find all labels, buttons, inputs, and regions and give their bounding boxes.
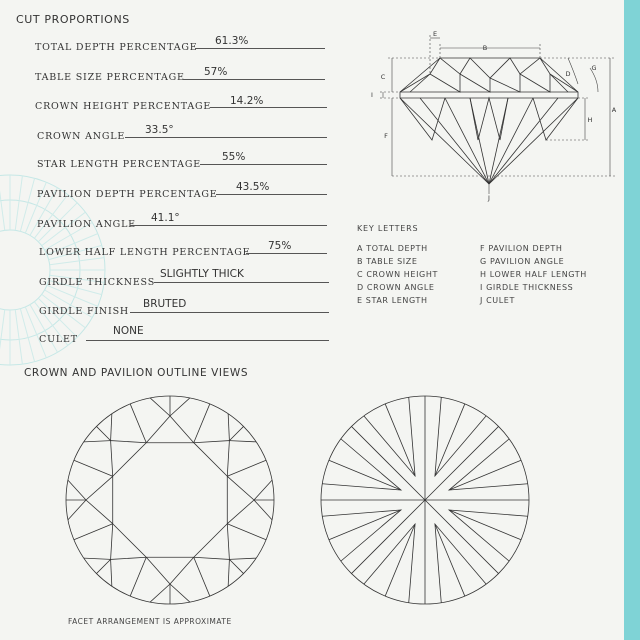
upper-half-edge (68, 500, 86, 520)
proportion-value: 75% (268, 240, 292, 252)
proportion-value: 57% (204, 66, 228, 78)
underline (125, 137, 327, 138)
letter-a: A (611, 106, 617, 114)
upper-girdle-edge (130, 404, 146, 443)
proportion-value: 43.5% (236, 181, 270, 193)
underline (183, 79, 325, 80)
upper-half-edge (170, 584, 190, 602)
star-facet (227, 476, 254, 523)
watermark-ray (20, 178, 34, 231)
key-letter-item: G PAVILION ANGLE (480, 257, 565, 266)
star-facet (194, 441, 230, 477)
underline (86, 340, 329, 341)
pavilion-outline-view (315, 390, 535, 610)
proportion-value: 41.1° (151, 212, 180, 224)
key-letter-item: H LOWER HALF LENGTH (480, 270, 587, 279)
letter-g: G (591, 64, 597, 72)
underline (246, 253, 327, 254)
star-facet (194, 524, 230, 560)
watermark-ray (50, 258, 105, 265)
proportion-label: TOTAL DEPTH PERCENTAGE (35, 42, 198, 53)
proportion-value: BRUTED (143, 298, 187, 310)
upper-girdle-edge (130, 557, 146, 596)
proportion-label: LOWER HALF LENGTH PERCENTAGE (39, 247, 251, 258)
watermark-ray (15, 310, 22, 365)
upper-girdle-edge (227, 524, 266, 540)
proportion-label: CROWN HEIGHT PERCENTAGE (35, 101, 212, 112)
watermark-ray (15, 176, 22, 231)
proportion-label: CULET (39, 334, 78, 345)
star-facet (146, 557, 193, 584)
proportion-value: NONE (113, 325, 144, 337)
proportion-value: 61.3% (215, 35, 249, 47)
proportion-label: GIRDLE THICKNESS (39, 277, 156, 288)
key-letter-item: F PAVILION DEPTH (480, 244, 563, 253)
upper-half-edge (228, 559, 229, 586)
underline (154, 282, 329, 283)
upper-half-edge (111, 559, 112, 586)
key-letter-item: D CROWN ANGLE (357, 283, 435, 292)
bezel-edge (229, 559, 243, 573)
proportion-label: PAVILION DEPTH PERCENTAGE (37, 189, 218, 200)
star-facet (86, 476, 113, 523)
upper-girdle-edge (194, 557, 210, 596)
key-letter-item: J CULET (480, 296, 515, 305)
letter-h: H (587, 116, 593, 124)
key-letter-item: B TABLE SIZE (357, 257, 418, 266)
key-letter-item: C CROWN HEIGHT (357, 270, 438, 279)
proportion-label: STAR LENGTH PERCENTAGE (37, 159, 201, 170)
underline (210, 107, 327, 108)
underline (195, 48, 325, 49)
star-facet (111, 524, 147, 560)
proportion-label: CROWN ANGLE (37, 131, 126, 142)
underline (200, 164, 327, 165)
letter-j: J (488, 194, 490, 202)
letter-c: C (380, 73, 386, 81)
outline-views-title: CROWN AND PAVILION OUTLINE VIEWS (24, 367, 249, 379)
letter-d: D (565, 70, 571, 78)
upper-half-edge (150, 584, 170, 602)
upper-half-edge (254, 480, 272, 500)
underline (130, 312, 329, 313)
letter-f: F (384, 132, 388, 140)
upper-girdle-edge (74, 524, 113, 540)
upper-half-edge (229, 558, 256, 559)
proportion-label: TABLE SIZE PERCENTAGE (35, 72, 185, 83)
letter-b: B (482, 44, 488, 52)
upper-half-edge (84, 441, 111, 442)
watermark-ray (0, 176, 5, 231)
key-letter-item: A TOTAL DEPTH (357, 244, 428, 253)
watermark-ray (34, 195, 67, 239)
bezel-edge (96, 559, 110, 573)
diamond-profile-diagram (355, 22, 620, 202)
upper-half-edge (150, 398, 170, 416)
letter-e: E (432, 30, 438, 38)
upper-girdle-edge (74, 460, 113, 476)
upper-half-edge (254, 500, 272, 520)
upper-half-edge (111, 414, 112, 441)
upper-half-edge (229, 441, 256, 442)
proportion-value: SLIGHTLY THICK (160, 268, 244, 280)
bezel-edge (229, 426, 243, 440)
watermark-ray (20, 309, 34, 362)
star-facet (111, 441, 147, 477)
cut-proportions-title: CUT PROPORTIONS (16, 13, 130, 26)
key-letter-item: I GIRDLE THICKNESS (480, 283, 574, 292)
proportion-label: PAVILION ANGLE (37, 219, 136, 230)
upper-half-edge (84, 558, 111, 559)
proportion-label: GIRDLE FINISH (39, 306, 129, 317)
facet-footnote: FACET ARRANGEMENT IS APPROXIMATE (68, 617, 232, 626)
page-edge-accent (624, 0, 640, 640)
upper-half-edge (170, 398, 190, 416)
upper-girdle-edge (194, 404, 210, 443)
table-facet (113, 443, 228, 558)
watermark-ray (0, 310, 5, 365)
key-letters-title: KEY LETTERS (357, 224, 419, 233)
watermark-rosette-icon (0, 110, 110, 430)
upper-girdle-edge (227, 460, 266, 476)
proportion-value: 14.2% (230, 95, 264, 107)
star-facet (146, 416, 193, 443)
underline (216, 194, 327, 195)
crown-outline-view (60, 390, 280, 610)
underline (130, 225, 327, 226)
letter-i: I (371, 91, 373, 99)
bezel-edge (96, 426, 110, 440)
upper-half-edge (228, 414, 229, 441)
key-letter-item: E STAR LENGTH (357, 296, 428, 305)
proportion-value: 33.5° (145, 124, 174, 136)
upper-half-edge (68, 480, 86, 500)
proportion-value: 55% (222, 151, 246, 163)
